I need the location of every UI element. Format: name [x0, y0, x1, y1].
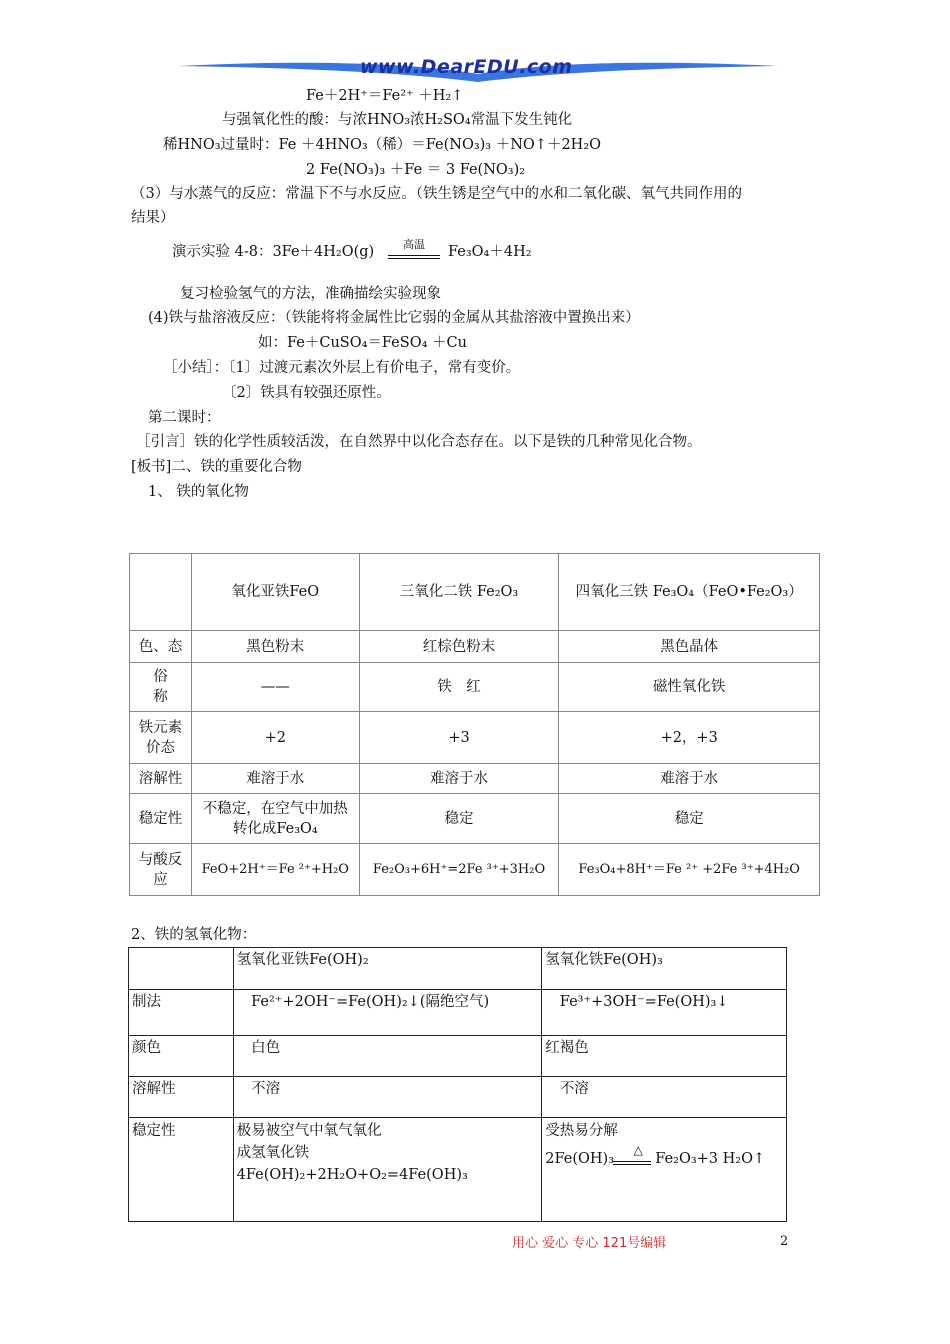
summary-line: 〔2〕铁具有较强还原性。 — [222, 385, 391, 401]
table-row — [130, 712, 820, 764]
text-line: (4)铁与盐溶液反应：（铁能将将金属性比它弱的金属从其盐溶液中置换出来） — [148, 310, 640, 326]
site-logo: www.DearEDU.com — [360, 56, 573, 78]
row-label: 铁元素 价态 — [130, 712, 192, 764]
table-cell: 黑色晶体 — [559, 631, 820, 663]
equals-bar — [388, 255, 440, 256]
table-cell: 不稳定，在空气中加热 转化成Fe₃O₄ — [191, 794, 359, 844]
table-cell — [233, 1118, 542, 1222]
intro-line: ［引言］铁的化学性质较活泼，在自然界中以化合态存在。以下是铁的几种常见化合物。 — [136, 434, 702, 450]
table-cell: 不溶 — [233, 1077, 542, 1118]
section-heading: 第二课时： — [148, 410, 221, 426]
table-row — [130, 631, 820, 663]
table-cell: 磁性氧化铁 — [559, 663, 820, 712]
cell-line: 4Fe(OH)₂+2H₂O+O₂=4Fe(OH)₃ — [236, 1167, 468, 1183]
text-line: 复习检验氢气的方法，准确描绘实验现象 — [180, 286, 441, 302]
decomposition-equation — [545, 1141, 783, 1175]
row-label: 色、态 — [130, 631, 192, 663]
table-cell: 难溶于水 — [559, 764, 820, 794]
table-cell: Fe₂O₃+6H⁺=2Fe ³⁺+3H₂O — [359, 844, 559, 896]
row-label: 溶解性 — [130, 764, 192, 794]
table-row — [129, 990, 787, 1036]
table-cell: Fe²⁺+2OH⁻=Fe(OH)₂↓(隔绝空气) — [233, 990, 542, 1036]
table-cell: 难溶于水 — [359, 764, 559, 794]
table-cell: 白色 — [233, 1036, 542, 1077]
equation-left: 2Fe(OH)₃ — [545, 1151, 615, 1167]
table-cell: 铁 红 — [359, 663, 559, 712]
iron-hydroxides-table — [128, 947, 787, 1222]
equation-line: Fe＋2H⁺＝Fe²⁺ ＋H₂↑ — [306, 88, 464, 104]
table-row — [129, 1077, 787, 1118]
row-label: 制法 — [129, 990, 234, 1036]
experiment-product: Fe₃O₄＋4H₂ — [448, 244, 532, 260]
text-line: 结果） — [131, 210, 175, 226]
table-cell: FeO+2H⁺＝Fe ²⁺+H₂O — [191, 844, 359, 896]
board-heading: [板书]二、铁的重要化合物 — [131, 459, 302, 475]
text-line: （3）与水蒸气的反应：常温下不与水反应。（铁生锈是空气中的水和二氧化碳、氧气共同作用的 — [131, 186, 742, 202]
table-cell: 难溶于水 — [191, 764, 359, 794]
table-cell: +3 — [359, 712, 559, 764]
table-header-cell: 四氧化三铁 Fe₃O₄（FeO•Fe₂O₃） — [559, 554, 820, 631]
table-header-row — [129, 948, 787, 990]
page-number: 2 — [780, 1234, 789, 1249]
cell-line: 受热易分解 — [545, 1123, 618, 1139]
equation-line: 如：Fe＋CuSO₄＝FeSO₄ ＋Cu — [258, 335, 467, 351]
row-label: 与酸反 应 — [130, 844, 192, 896]
heat-symbol: △ — [633, 1143, 643, 1157]
equals-bar — [613, 1161, 651, 1162]
table-header-cell — [130, 554, 192, 631]
equals-bar — [388, 258, 440, 259]
equation-right: Fe₂O₃+3 H₂O↑ — [655, 1151, 766, 1167]
equation-line: 稀HNO₃过量时：Fe ＋4HNO₃（稀）＝Fe(NO₃)₃ ＋NO↑＋2H₂O — [163, 137, 602, 153]
summary-line: ［小结］：〔1〕过渡元素次外层上有价电子，常有变价。 — [163, 360, 521, 376]
table-cell: 稳定 — [359, 794, 559, 844]
table-cell: 红褐色 — [542, 1036, 787, 1077]
table-cell: Fe₃O₄+8H⁺＝Fe ²⁺ +2Fe ³⁺+4H₂O — [559, 844, 820, 896]
text-line: 与强氧化性的酸：与浓HNO₃浓H₂SO₄常温下发生钝化 — [222, 112, 573, 128]
table-cell: +2，+3 — [559, 712, 820, 764]
cell-line: 成氢氧化铁 — [236, 1145, 310, 1161]
table-cell: 稳定 — [559, 794, 820, 844]
table-row — [129, 1118, 787, 1222]
table-row — [129, 1036, 787, 1077]
cell-line: 极易被空气中氧气氧化 — [236, 1123, 382, 1139]
row-label: 稳定性 — [130, 794, 192, 844]
table-row — [130, 844, 820, 896]
row-label: 颜色 — [129, 1036, 234, 1077]
subsection-heading: 1、 铁的氧化物 — [148, 484, 249, 500]
table-header-cell: 氧化亚铁FeO — [191, 554, 359, 631]
reaction-condition: 高温 — [403, 238, 425, 251]
table-cell: Fe³⁺+3OH⁻=Fe(OH)₃↓ — [542, 990, 787, 1036]
table-cell: —— — [191, 663, 359, 712]
table-cell: 黑色粉末 — [191, 631, 359, 663]
row-label: 稳定性 — [129, 1118, 234, 1222]
row-label: 俗 称 — [130, 663, 192, 712]
experiment-line: 演示实验 4-8：3Fe＋4H₂O(g) — [172, 244, 375, 260]
row-label: 溶解性 — [129, 1077, 234, 1118]
subsection-heading: 2、铁的氢氧化物： — [131, 927, 257, 943]
table-header-cell: 氢氧化亚铁Fe(OH)₂ — [233, 948, 542, 990]
footer-slogan: 用心 爱心 专心 121号编辑 — [512, 1236, 667, 1251]
table-header-row — [130, 554, 820, 631]
table-row — [130, 794, 820, 844]
table-row — [130, 764, 820, 794]
table-cell: +2 — [191, 712, 359, 764]
table-cell: 不溶 — [542, 1077, 787, 1118]
table-header-cell: 氢氧化铁Fe(OH)₃ — [542, 948, 787, 990]
equals-bar — [613, 1164, 651, 1165]
table-header-cell — [129, 948, 234, 990]
table-cell: 红棕色粉末 — [359, 631, 559, 663]
table-cell — [542, 1118, 787, 1222]
equation-line: 2 Fe(NO₃)₃ ＋Fe ＝ 3 Fe(NO₃)₂ — [306, 162, 526, 178]
iron-oxides-table — [129, 553, 820, 896]
table-row — [130, 663, 820, 712]
table-header-cell: 三氧化二铁 Fe₂O₃ — [359, 554, 559, 631]
